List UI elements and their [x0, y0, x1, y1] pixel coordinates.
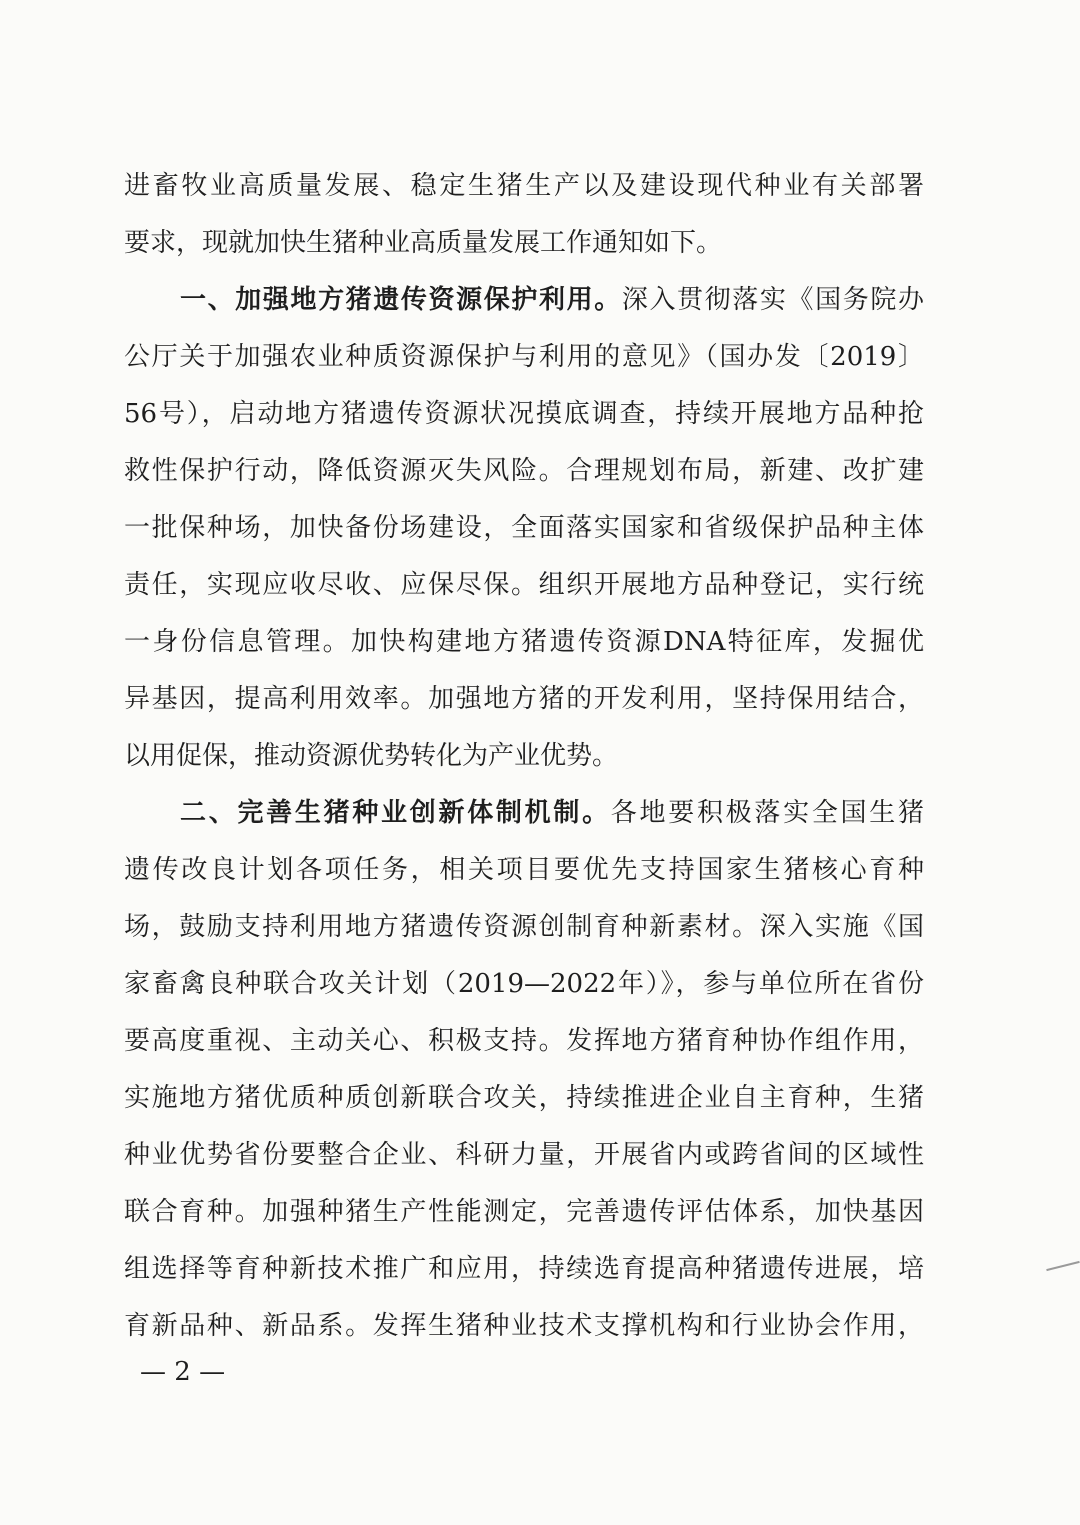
text-line [124, 1013, 924, 1070]
line-text: 责任，实现应收尽收、应保尽保。组织开展地方品种登记，实行统 [124, 570, 924, 600]
text-line [124, 1241, 924, 1298]
line-text: 要高度重视、主动关心、积极支持。发挥地方猪育种协作组作用， [124, 1026, 924, 1056]
line-text: 场，鼓励支持利用地方猪遗传资源创制育种新素材。深入实施《国 [124, 912, 924, 942]
line-text: 实施地方猪优质种质创新联合攻关，持续推进企业自主育种，生猪 [124, 1083, 924, 1113]
text-line [124, 671, 924, 728]
text-line [124, 899, 924, 956]
line-text: 育新品种、新品系。发挥生猪种业技术支撑机构和行业协会作用， [124, 1311, 924, 1341]
section-heading-line [124, 785, 924, 842]
line-text: 一身份信息管理。加快构建地方猪遗传资源DNA特征库，发掘优 [124, 627, 924, 657]
text-line [124, 1127, 924, 1184]
line-text: 以用促保，推动资源优势转化为产业优势。 [124, 741, 619, 771]
text-line [124, 557, 924, 614]
text-line [124, 956, 924, 1013]
line-text: 异基因，提高利用效率。加强地方猪的开发利用，坚持保用结合， [124, 684, 924, 714]
line-text: 深入贯彻落实《国务院办 [621, 285, 924, 315]
text-line [124, 500, 924, 557]
text-line [124, 1070, 924, 1127]
section-heading: 一、加强地方猪遗传资源保护利用。 [180, 285, 622, 315]
text-line [124, 1184, 924, 1241]
line-text: 家畜禽良种联合攻关计划（2019—2022年）》，参与单位所在省份 [124, 969, 924, 999]
text-line [124, 329, 924, 386]
text-line [124, 443, 924, 500]
text-line [124, 614, 924, 671]
line-text: 联合育种。加强种猪生产性能测定，完善遗传评估体系，加快基因 [124, 1197, 924, 1227]
scan-artifact [1046, 1261, 1079, 1271]
line-text: 遗传改良计划各项任务，相关项目要优先支持国家生猪核心育种 [124, 855, 924, 885]
line-text: 进畜牧业高质量发展、稳定生猪生产以及建设现代种业有关部署 [124, 171, 924, 201]
text-line [124, 158, 924, 215]
line-text: 56号），启动地方猪遗传资源状况摸底调查，持续开展地方品种抢 [124, 399, 924, 429]
line-text: 各地要积极落实全国生猪 [610, 798, 924, 828]
section-heading-line [124, 272, 924, 329]
line-text: 一批保种场，加快备份场建设，全面落实国家和省级保护品种主体 [124, 513, 924, 543]
line-text: 救性保护行动，降低资源灭失风险。合理规划布局，新建、改扩建 [124, 456, 924, 486]
line-text: 公厅关于加强农业种质资源保护与利用的意见》（国办发〔2019〕 [124, 342, 924, 372]
line-text: 种业优势省份要整合企业、科研力量，开展省内或跨省间的区域性 [124, 1140, 924, 1170]
section-heading: 二、完善生猪种业创新体制机制。 [180, 798, 611, 828]
body-text [124, 158, 924, 1355]
line-text: 要求，现就加快生猪种业高质量发展工作通知如下。 [124, 228, 723, 258]
text-line [124, 728, 924, 785]
page-number: — 2 — [140, 1357, 226, 1387]
text-line [124, 842, 924, 899]
text-line [124, 215, 924, 272]
text-line [124, 386, 924, 443]
line-text: 组选择等育种新技术推广和应用，持续选育提高种猪遗传进展，培 [124, 1254, 924, 1284]
text-line [124, 1298, 924, 1355]
